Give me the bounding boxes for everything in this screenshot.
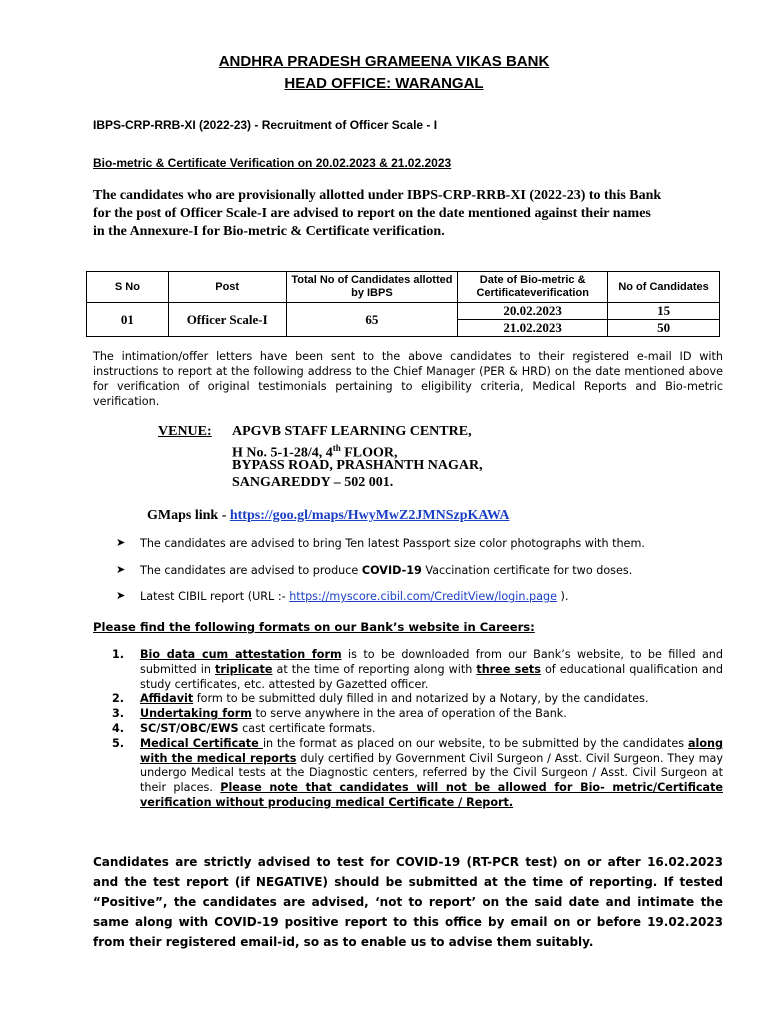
venue-line-2-prefix: H No. 5-1-28/4, 4 xyxy=(232,445,333,461)
bullet-cibil-prefix: Latest CIBIL report (URL :- xyxy=(140,590,290,603)
formats-list xyxy=(112,648,723,811)
header-post: Post xyxy=(168,272,286,303)
bullet-cibil xyxy=(140,590,568,603)
biodata-form-link[interactable]: Bio data cum attestation form xyxy=(140,648,342,661)
bullet-arrow-icon: ➤ xyxy=(116,589,126,602)
list-item xyxy=(112,648,723,692)
covid-advisory-paragraph: Candidates are strictly advised to test for COVID-19 (RT-PCR test) on or after 16.02.2023 and the test report (if NEGATIVE) should be submitted at the time of reporting. If tested “Positive”, the candidates are advised, ‘not to report’ on the said date and intimate the same along with COVID-19 positive report to this office by email on or before 19.02.2023 from their registered email-id, so as to enable us to advise them suitably. xyxy=(93,855,723,949)
list-number: 2. xyxy=(112,692,125,706)
list-text: to serve anywhere in the area of operation of the Bank. xyxy=(251,707,567,721)
intro-line-3: in the Annexure-I for Bio-metric & Certificate verification. xyxy=(93,224,445,239)
intro-line-2: for the post of Officer Scale-I are advised to report on the date mentioned against their names xyxy=(93,206,651,221)
list-emphasis: triplicate xyxy=(214,662,273,676)
header-sno: S No xyxy=(87,272,169,303)
bullet-photographs: The candidates are advised to bring Ten latest Passport size color photographs with them. xyxy=(140,537,645,550)
cell-total: 65 xyxy=(286,303,458,337)
gmaps-label: GMaps link - xyxy=(147,508,230,523)
header-count: No of Candidates xyxy=(608,272,720,303)
cibil-link[interactable]: https://myscore.cibil.com/CreditView/login.page xyxy=(289,590,557,603)
header-date: Date of Bio-metric & Certificateverification xyxy=(458,272,608,303)
table-row xyxy=(87,303,720,320)
bullet-arrow-icon: ➤ xyxy=(116,536,126,549)
bullet-cibil-suffix: ). xyxy=(556,590,569,603)
list-item xyxy=(112,722,723,737)
list-emphasis: along with the medical reports xyxy=(140,736,724,765)
venue-line-2-suffix: FLOOR, xyxy=(340,445,398,461)
head-office-title: HEAD OFFICE: WARANGAL xyxy=(284,75,484,92)
bullet-covid xyxy=(140,564,632,577)
bullet-covid-prefix: The candidates are advised to produce xyxy=(140,564,362,577)
header-total: Total No of Candidates allotted by IBPS xyxy=(286,272,458,303)
bank-name-title: ANDHRA PRADESH GRAMEENA VIKAS BANK xyxy=(218,53,550,70)
list-emphasis: SC/ST/OBC/EWS xyxy=(140,721,239,735)
gmaps-row xyxy=(147,507,510,525)
formats-heading: Please find the following formats on our Bank’s website in Careers: xyxy=(93,620,535,634)
cell-sno: 01 xyxy=(87,303,169,337)
undertaking-form-link[interactable]: Undertaking form xyxy=(140,707,252,721)
venue-line-3: BYPASS ROAD, PRASHANTH NAGAR, xyxy=(232,458,483,473)
list-number: 4. xyxy=(112,721,125,735)
bullet-covid-suffix: Vaccination certificate for two doses. xyxy=(421,564,633,577)
list-text: form to be submitted duly filled in and notarized by a Notary, by the candidates. xyxy=(193,692,649,706)
list-item xyxy=(112,737,723,811)
intro-line-1: The candidates who are provisionally allotted under IBPS-CRP-RRB-XI (2022-23) to this Bank xyxy=(93,188,662,203)
list-text: cast certificate formats. xyxy=(238,721,376,735)
cell-date-1: 20.02.2023 xyxy=(458,303,608,320)
cell-count-1: 15 xyxy=(608,303,720,320)
affidavit-form-link[interactable]: Affidavit xyxy=(140,692,194,706)
list-text: is to be downloaded from our Bank’s website, to be filled and submitted in xyxy=(140,648,723,676)
list-text: duly certified by Government Civil Surgeon / Asst. Civil Surgeon. They may undergo Medical tests at the Diagnostic centers, referred by the Civil Surgeon / Asst. Civil Surgeon at their places. xyxy=(140,751,724,795)
venue-line-1: APGVB STAFF LEARNING CENTRE, xyxy=(232,424,472,439)
medical-certificate-link[interactable]: Medical Certificate xyxy=(140,736,263,750)
cell-date-2: 21.02.2023 xyxy=(458,320,608,337)
venue-line-4: SANGAREDDY – 502 001. xyxy=(232,475,394,490)
list-item xyxy=(112,707,723,722)
list-text: of educational qualification and study certificates, etc. attested by Gazetted officer. xyxy=(140,662,723,691)
gmaps-link[interactable]: https://goo.gl/maps/HwyMwZ2JMNSzpKAWA xyxy=(229,508,510,523)
cell-post: Officer Scale-I xyxy=(168,303,286,337)
list-text: in the format as placed on our website, to be submitted by the candidates xyxy=(262,736,688,750)
list-number: 3. xyxy=(112,707,125,721)
list-text: at the time of reporting along with xyxy=(272,662,477,676)
list-number: 5. xyxy=(112,736,125,750)
bullet-covid-bold: COVID-19 xyxy=(361,564,422,577)
table-header-row xyxy=(87,272,720,303)
list-item xyxy=(112,692,723,707)
intimation-paragraph: The intimation/offer letters have been sent to the above candidates to their registered e-mail ID with instructions to report at the following address to the Chief Manager (PER & HRD) on the date mentioned above for verification of original testimonials pertaining to eligibility criteria, Medical Reports and Bio-metric verification. xyxy=(93,350,723,408)
list-emphasis: Please note that candidates will not be allowed for Bio- metric/Certificate verification without producing medical Certificate / Report. xyxy=(140,781,724,809)
cell-count-2: 50 xyxy=(608,320,720,337)
recruitment-line: IBPS-CRP-RRB-XI (2022-23) - Recruitment of Officer Scale - I xyxy=(93,118,438,132)
verification-line: Bio-metric & Certificate Verification on 20.02.2023 & 21.02.2023 xyxy=(93,156,452,170)
venue-line-2-sup: th xyxy=(332,443,341,453)
bullet-arrow-icon: ➤ xyxy=(116,563,126,576)
list-number: 1. xyxy=(112,648,125,661)
allotment-table xyxy=(86,271,720,337)
venue-label: VENUE: xyxy=(158,424,212,439)
list-emphasis: three sets xyxy=(476,662,541,676)
